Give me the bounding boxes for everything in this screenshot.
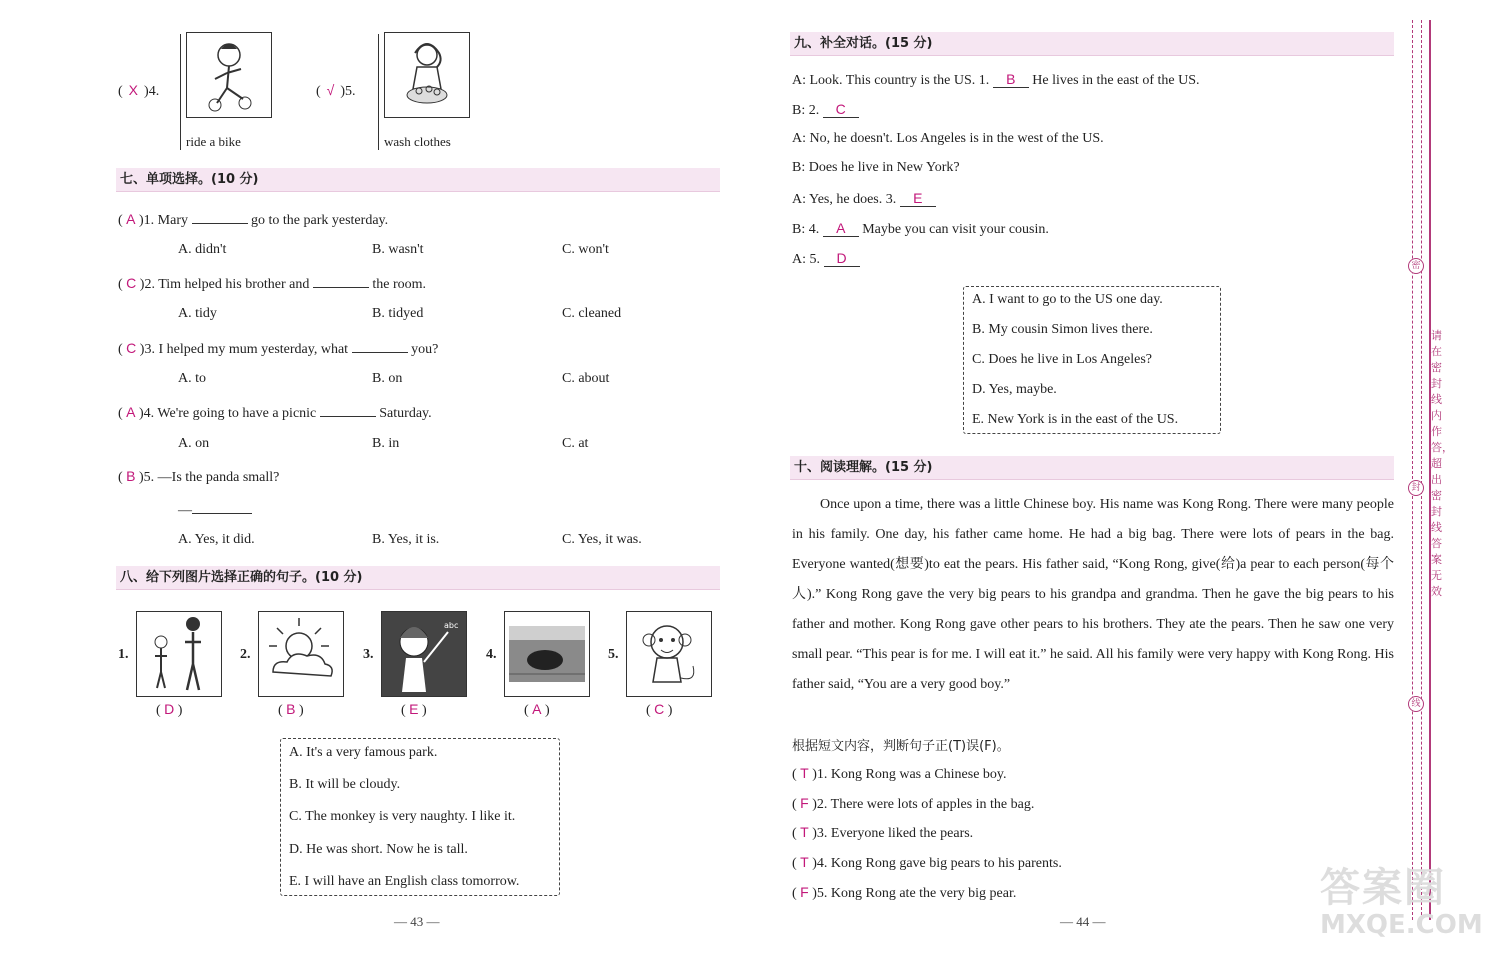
question-stem: )2. Tim helped his brother and [139, 277, 310, 292]
dialogue-line-1 [792, 71, 1199, 89]
question-1: ( A )1. Mary go to the park yesterday. [118, 211, 389, 228]
statement-text: )2. There were lots of apples in the bag. [812, 797, 1035, 812]
answer-mark: T [800, 765, 809, 781]
statement-2: ( F )2. There were lots of apples in the bag. [792, 795, 1035, 812]
boys-short-tall-icon [136, 611, 222, 697]
question-stem-end: you? [411, 342, 439, 357]
answer-mark: B [286, 701, 296, 717]
reading-passage: Once upon a time, there was a little Chinese boy. His name was Kong Rong. There were many people in his family. One day, his father came home. He had a big bag. There were lots of pears in the bag. Everyone wanted(想要)to eat the pears. His father said, “Kong Rong, give(给)a pear to each person(每个人).” Kong Rong gave the very big pears to his grandpa and grandma. Then he gave the big pears to his father and mother. Kong Rong gave other pears to his brothers. They ate the pears. Then he saw one very small pear. “This pear is for me. I will eat it.” he said. All his family were very happy with Kong Rong. His father said, “You are a very good boy.” [792, 497, 1394, 692]
option-b[interactable]: B. in [372, 436, 400, 451]
answer-blank[interactable] [192, 500, 252, 514]
item-5: ( √ )5. wash clothes [316, 30, 496, 154]
seal-notice: 请在密封线内作答，超出密封线答案无效 [1431, 329, 1453, 598]
dialogue-text: A: Look. This country is the US. 1. [792, 73, 990, 88]
answer-mark: X [128, 82, 139, 98]
picture-number: 4. [486, 647, 497, 662]
section-8-title: 八、给下列图片选择正确的句子。(10 分) [116, 566, 720, 590]
picture-3: 3. abc ( E ) [363, 611, 467, 715]
section-9-title: 九、补全对话。(15 分) [790, 32, 1394, 56]
question-4: ( A )4. We're going to have a picnic Saturday. [118, 404, 432, 421]
question-stem-end: Saturday. [379, 406, 432, 421]
boy-riding-icon [186, 32, 272, 118]
answer-blank[interactable] [352, 339, 408, 353]
dialogue-text: A: 5. [792, 252, 820, 267]
dialogue-text: A: Yes, he does. 3. [792, 192, 897, 207]
dialogue-answer[interactable]: E [900, 190, 936, 207]
option-a[interactable]: A. tidy [178, 306, 217, 321]
item-4: ( X )4. ride a bike [118, 30, 288, 154]
option-b[interactable]: B. on [372, 371, 403, 386]
dialogue-text-end: Maybe you can visit your cousin. [862, 222, 1049, 237]
option-c[interactable]: C. Yes, it was. [562, 532, 642, 547]
choice-d: D. Yes, maybe. [972, 382, 1057, 397]
choice-d: D. He was short. Now he is tall. [289, 842, 468, 857]
dialogue-line-3: A: No, he doesn't. Los Angeles is in the west of the US. [792, 131, 1104, 146]
answer-mark: D [164, 701, 175, 717]
item-number: 5. [345, 84, 356, 99]
seal-mark-mi: 密 [1408, 258, 1424, 274]
seal-line [1409, 20, 1433, 920]
picture-1: 1. ( D ) [118, 611, 222, 715]
picture-5: 5. ( C ) [608, 611, 712, 715]
choice-e: E. I will have an English class tomorrow. [289, 874, 520, 889]
item-number: 4. [148, 84, 160, 99]
option-a[interactable]: A. on [178, 436, 210, 451]
picture-number: 1. [118, 647, 129, 662]
answer-mark: A [126, 404, 136, 420]
choice-a: A. I want to go to the US one day. [972, 292, 1163, 307]
option-b[interactable]: B. Yes, it is. [372, 532, 440, 547]
answer-mark: √ [326, 82, 335, 98]
watermark [1320, 866, 1483, 940]
page-number: — 43 — [394, 914, 440, 929]
statement-text: )5. Kong Rong ate the very big pear. [812, 886, 1017, 901]
answer-mark: C [126, 275, 137, 291]
choice-b: B. My cousin Simon lives there. [972, 322, 1153, 337]
dialogue-line-5 [792, 190, 936, 208]
picture-number: 2. [240, 647, 251, 662]
option-c[interactable]: C. cleaned [562, 306, 622, 321]
answer-mark: T [800, 824, 809, 840]
dialogue-answer[interactable]: B [993, 71, 1029, 88]
dialogue-answer[interactable]: A [823, 220, 859, 237]
dialogue-text-end: He lives in the east of the US. [1032, 73, 1200, 88]
option-c[interactable]: C. won't [562, 242, 609, 257]
option-a[interactable]: A. to [178, 371, 206, 386]
picture-4: 4. ( A ) [486, 611, 590, 715]
answer-mark: E [409, 701, 419, 717]
statement-text: )3. Everyone liked the pears. [812, 826, 974, 841]
option-b[interactable]: B. wasn't [372, 242, 424, 257]
choice-e: E. New York is in the east of the US. [972, 412, 1179, 427]
statement-text: )4. Kong Rong gave big pears to his parents. [812, 856, 1062, 871]
statement-text: )1. Kong Rong was a Chinese boy. [812, 767, 1007, 782]
question-stem: )1. Mary [139, 213, 189, 228]
item-caption: ride a bike [186, 134, 241, 149]
watermark-line-2: MXQE.COM [1320, 910, 1483, 940]
question-stem: )5. —Is the panda small? [139, 470, 280, 485]
dialogue-line-6 [792, 220, 1049, 238]
option-b[interactable]: B. tidyed [372, 306, 424, 321]
answer-mark: A [532, 701, 542, 717]
section-8-choices-box [280, 738, 560, 896]
option-a[interactable]: A. Yes, it did. [178, 532, 255, 547]
dash: — [178, 503, 192, 518]
answer-blank[interactable] [192, 210, 248, 224]
answer-blank[interactable] [313, 274, 369, 288]
section-7-title: 七、单项选择。(10 分) [116, 168, 720, 192]
choice-a: A. It's a very famous park. [289, 745, 438, 760]
reply-line [178, 500, 252, 519]
question-stem: )4. We're going to have a picnic [139, 406, 317, 421]
dialogue-line-4: B: Does he live in New York? [792, 160, 960, 175]
dialogue-answer[interactable]: D [824, 250, 860, 267]
statement-3: ( T )3. Everyone liked the pears. [792, 824, 974, 841]
option-a[interactable]: A. didn't [178, 242, 227, 257]
question-5: ( B )5. —Is the panda small? [118, 468, 280, 485]
answer-mark: F [800, 884, 809, 900]
picture-number: 5. [608, 647, 619, 662]
option-c[interactable]: C. at [562, 436, 589, 451]
question-stem-end: go to the park yesterday. [251, 213, 389, 228]
girl-washing-icon [384, 32, 470, 118]
teacher-board-icon [381, 611, 467, 697]
watermark-line-1: 答案圈 [1320, 865, 1446, 911]
seal-mark-xian: 线 [1408, 696, 1424, 712]
dialogue-text: B: 4. [792, 222, 820, 237]
answer-mark: T [800, 854, 809, 870]
option-c[interactable]: C. about [562, 371, 610, 386]
question-3: ( C )3. I helped my mum yesterday, what you? [118, 340, 439, 357]
page-number: — 44 — [1060, 914, 1106, 929]
item-caption: wash clothes [384, 134, 451, 149]
dialogue-text: B: 2. [792, 103, 820, 118]
statement-1: ( T )1. Kong Rong was a Chinese boy. [792, 765, 1007, 782]
choice-b: B. It will be cloudy. [289, 777, 401, 792]
answer-mark: A [126, 211, 136, 227]
reading-instruction: 根据短文内容，判断句子正(T)误(F)。 [792, 739, 1010, 754]
section-9-choices-box [963, 286, 1221, 434]
answer-mark: F [800, 795, 809, 811]
choice-c: C. The monkey is very naughty. I like it. [289, 809, 516, 824]
right-page [750, 0, 1500, 956]
choice-c: C. Does he live in Los Angeles? [972, 352, 1153, 367]
seal-mark-feng: 封 [1408, 480, 1424, 496]
monkey-icon [626, 611, 712, 697]
park-photo-icon [504, 611, 590, 697]
answer-mark: C [654, 701, 665, 717]
question-stem: )3. I helped my mum yesterday, what [139, 342, 349, 357]
sun-cloud-icon [258, 611, 344, 697]
picture-2: 2. ( B ) [240, 611, 344, 715]
answer-mark: C [126, 340, 137, 356]
dialogue-line-2 [792, 101, 859, 119]
svg-text:abc: abc [444, 621, 459, 630]
question-2: ( C )2. Tim helped his brother and the room. [118, 275, 426, 292]
answer-blank[interactable] [320, 403, 376, 417]
dialogue-line-7 [792, 250, 860, 268]
picture-number: 3. [363, 647, 374, 662]
dialogue-answer[interactable]: C [823, 101, 859, 118]
statement-5: ( F )5. Kong Rong ate the very big pear. [792, 884, 1017, 901]
question-stem-end: the room. [372, 277, 426, 292]
statement-4: ( T )4. Kong Rong gave big pears to his parents. [792, 854, 1062, 871]
section-10-title: 十、阅读理解。(15 分) [790, 456, 1394, 480]
answer-mark: B [126, 468, 136, 484]
